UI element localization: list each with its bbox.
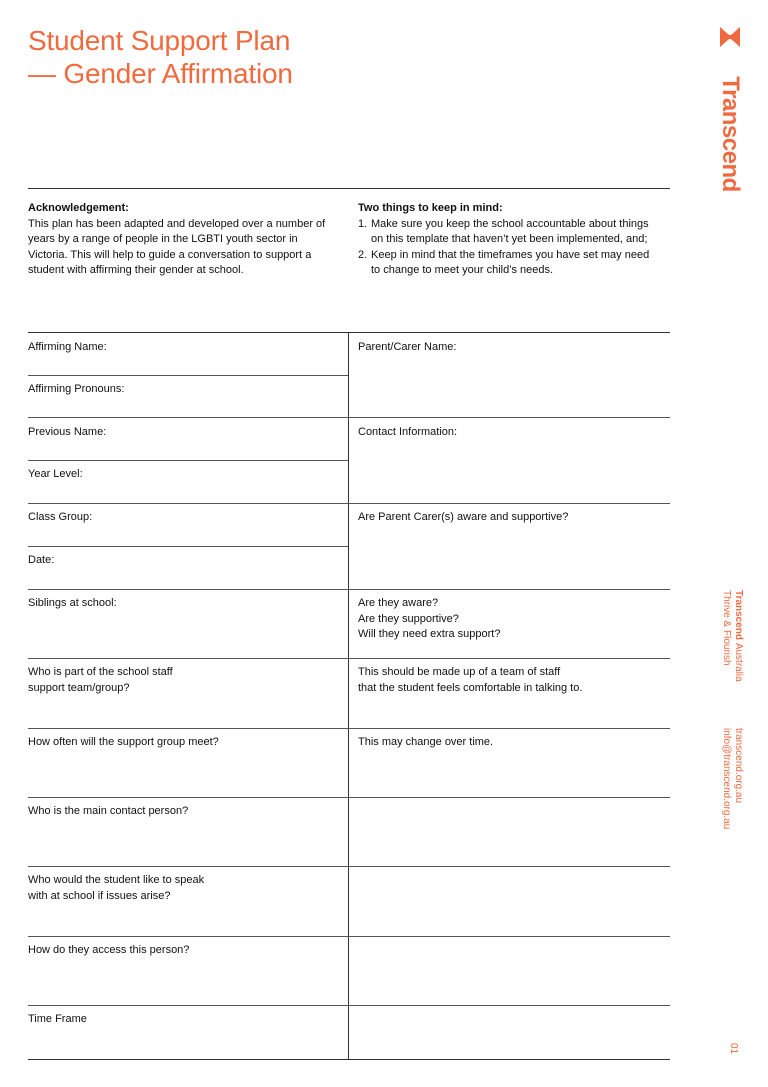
affirming-pronouns-field[interactable]: Affirming Pronouns: [28,383,125,395]
form-column-divider [348,332,349,1060]
meeting-frequency-guidance-text: This may change over time. [358,736,494,748]
row-divider [28,417,670,418]
logo-wordmark: Transcend [717,76,744,192]
siblings-field[interactable]: Siblings at school: [28,597,117,609]
page-number: 01 [728,1043,739,1055]
year-level-field[interactable]: Year Level: [28,468,83,480]
contact-info [720,728,744,829]
support-plan-form [28,332,670,1060]
parent-carer-name-field[interactable]: Parent/Carer Name: [358,341,457,353]
org-name: Transcend [733,590,744,641]
list-item-number: 2. [358,248,368,261]
transcend-x-logo-icon [718,26,742,48]
time-frame-field[interactable]: Time Frame [28,1013,87,1025]
org-tagline: Thrive & Flourish [721,590,732,666]
acknowledgement-heading: Acknowledgement: [28,202,129,214]
row-divider [28,728,670,729]
title-line-2: — Gender Affirmation [28,58,293,89]
page-title [28,24,448,90]
form-top-border [28,332,670,333]
class-group-field[interactable]: Class Group: [28,511,93,523]
access-person-field[interactable]: How do they access this person? [28,944,190,956]
siblings-guidance-text: Are they aware? Are they supportive? Will they need extra support? [358,597,501,640]
meeting-frequency-field[interactable]: How often will the support group meet? [28,736,219,748]
row-divider [28,546,348,547]
row-divider [28,866,670,867]
email-link[interactable]: info@transcend.org.au [721,728,732,830]
list-item [358,217,658,248]
previous-name-field[interactable]: Previous Name: [28,426,107,438]
keep-in-mind-heading: Two things to keep in mind: [358,202,503,214]
list-item-text: Keep in mind that the timeframes you have set may need to change to meet your child’s needs. [371,248,650,276]
row-divider [28,375,348,376]
org-info [720,590,744,682]
transcend-logo [718,26,742,192]
support-team-guidance-text: This should be made up of a team of staff that the student feels comfortable in talking to. [358,666,583,694]
preferred-contact-field[interactable]: Who would the student like to speak with at school if issues arise? [28,874,205,902]
contact-information-field[interactable]: Contact Information: [358,426,458,438]
affirming-name-field[interactable]: Affirming Name: [28,341,107,353]
website-link[interactable]: transcend.org.au [733,728,744,804]
row-divider [28,797,670,798]
list-item [358,248,658,279]
keep-in-mind-list [358,217,658,279]
list-item-text: Make sure you keep the school accountable about things on this template that haven’t yet been implemented, and; [371,217,649,245]
date-field[interactable]: Date: [28,554,55,566]
support-team-field[interactable]: Who is part of the school staff support team/group? [28,666,173,694]
row-divider [28,1005,670,1006]
form-bottom-border [28,1059,670,1060]
keep-in-mind-section [358,201,658,279]
row-divider [28,936,670,937]
row-divider [28,503,670,504]
acknowledgement-section [28,201,328,279]
org-suffix: Australia [733,642,744,682]
acknowledgement-text: This plan has been adapted and developed over a number of years by a range of people in the LGBTI youth sector in Victoria. This will help to guide a conversation to support a student with affirming their gender at school. [28,217,326,276]
parent-awareness-field[interactable]: Are Parent Carer(s) aware and supportive? [358,511,569,523]
intro-divider [28,188,670,189]
row-divider [28,658,670,659]
list-item-number: 1. [358,217,368,230]
row-divider [28,460,348,461]
title-line-1: Student Support Plan [28,25,291,56]
main-contact-field[interactable]: Who is the main contact person? [28,805,189,817]
row-divider [28,589,670,590]
